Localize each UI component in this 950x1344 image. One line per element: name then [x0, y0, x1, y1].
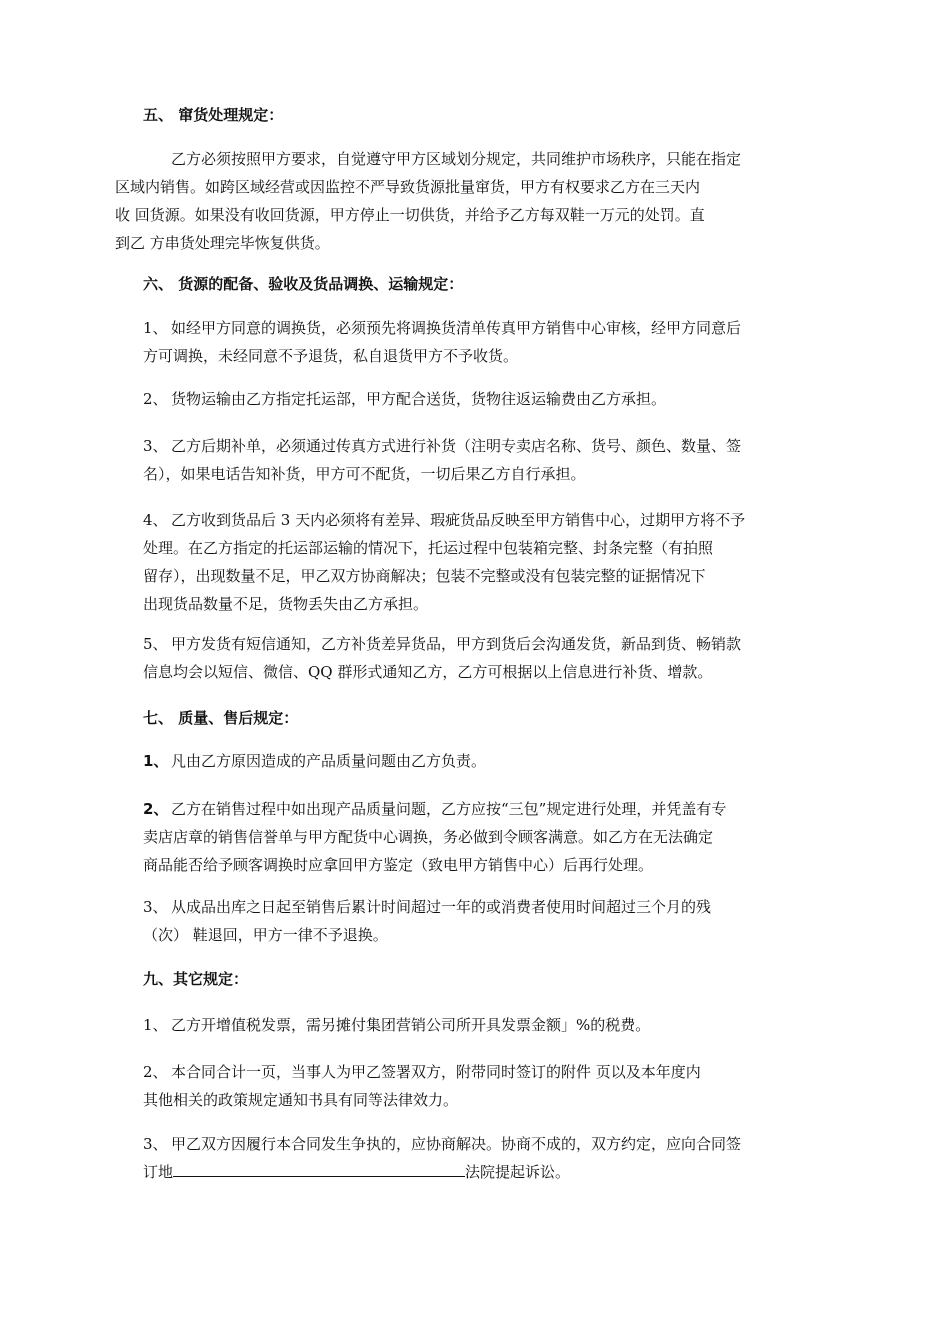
item-line: 甲乙双方因履行本合同发生争执的，应协商解决。协商不成的，双方约定，应向合同签: [171, 1135, 742, 1153]
item-line: 名），如果电话告知补货，甲方可不配货，一切后果乙方自行承担。: [143, 465, 586, 483]
paragraph-line: 到乙 方串货处理完毕恢复供货。: [115, 234, 330, 252]
section-6-heading: 六、 货源的配备、验收及货品调换、运输规定：: [143, 275, 464, 293]
item-line: 本合同合计一页，当事人为甲乙签署双方，附带同时签订的附件 页以及本年度内: [171, 1063, 701, 1081]
item-number: 3、: [143, 437, 168, 455]
item-line: 如经甲方同意的调换货，必须预先将调换货清单传真甲方销售中心审核，经甲方同意后: [171, 319, 742, 337]
item-number: 2、: [143, 1063, 168, 1081]
paragraph-line: 乙方必须按照甲方要求，自觉遵守甲方区域划分规定，共同维护市场秩序，只能在指定: [171, 150, 742, 168]
section-6-item-5: [143, 630, 861, 686]
section-9-item-3: [143, 1130, 861, 1186]
section-5-heading: 五、 窜货处理规定：: [143, 106, 284, 124]
item-line: 处理。在乙方指定的托运部运输的情况下，托运过程中包装箱完整、封条完整（有拍照: [143, 539, 714, 557]
section-6-item-3: [143, 432, 861, 488]
section-5-paragraph: [115, 145, 833, 257]
item-line: 方可调换，未经同意不予退货，私自退货甲方不予收货。: [143, 347, 519, 365]
item-line: 乙方收到货品后 3 天内必须将有差异、瑕疵货品反映至甲方销售中心，过期甲方将不予: [171, 511, 746, 529]
section-7-item-2: [143, 795, 861, 879]
item-line: （次） 鞋退回，甲方一律不予退换。: [143, 926, 388, 944]
item-line: 甲方发货有短信通知，乙方补货差异货品，甲方到货后会沟通发货，新品到货、畅销款: [171, 635, 742, 653]
section-7-item-1: [143, 747, 861, 775]
item-line: 乙方后期补单，必须通过传真方式进行补货（注明专卖店名称、货号、颜色、数量、签: [171, 437, 742, 455]
section-7-item-3: [143, 893, 861, 949]
item-number: 2、: [143, 800, 169, 818]
item-number: 2、: [143, 390, 168, 408]
section-6-item-2: [143, 385, 861, 413]
item-line: 其他相关的政策规定通知书具有同等法律效力。: [143, 1091, 459, 1109]
section-9-item-1: [143, 1011, 861, 1039]
court-suffix-text: 法院提起诉讼。: [465, 1163, 571, 1181]
item-line: 商品能否给予顾客调换时应拿回甲方鉴定（致电甲方销售中心）后再行处理。: [143, 856, 654, 874]
item-line: 从成品出库之日起至销售后累计时间超过一年的或消费者使用时间超过三个月的残: [171, 898, 712, 916]
item-number: 3、: [143, 1135, 168, 1153]
item-line: 卖店店章的销售信誉单与甲方配货中心调换，务必做到令顾客满意。如乙方在无法确定: [143, 828, 714, 846]
item-line: 乙方开增值税发票，需另摊付集团营销公司所开具发票金额」%的税费。: [171, 1016, 651, 1034]
paragraph-line: 区域内销售。如跨区域经营或因监控不严导致货源批量窜货，甲方有权要求乙方在三天内: [115, 178, 701, 196]
item-number: 4、: [143, 511, 168, 529]
item-line: 凡由乙方原因造成的产品质量问题由乙方负责。: [171, 752, 487, 770]
item-number: 1、: [143, 1016, 168, 1034]
item-line: [143, 1158, 861, 1186]
court-location-blank[interactable]: [173, 1159, 465, 1177]
paragraph-line: 收 回货源。如果没有收回货源，甲方停止一切供货，并给予乙方每双鞋一万元的处罚。直: [115, 206, 705, 224]
section-9-item-2: [143, 1058, 861, 1114]
item-line: 货物运输由乙方指定托运部，甲方配合送货，货物往返运输费由乙方承担。: [171, 390, 667, 408]
item-line: 留存），出现数量不足，甲乙双方协商解决；包装不完整或没有包装完整的证据情况下: [143, 567, 706, 585]
item-number: 5、: [143, 635, 168, 653]
section-6-item-1: [143, 314, 861, 370]
item-number: 1、: [143, 319, 168, 337]
item-number: 1、: [143, 752, 169, 770]
section-7-heading: 七、 质量、售后规定：: [143, 709, 299, 727]
item-line: 信息均会以短信、微信、QQ 群形式通知乙方，乙方可根据以上信息进行补货、增款。: [143, 663, 713, 681]
item-number: 3、: [143, 898, 168, 916]
section-9-heading: 九、其它规定：: [143, 970, 249, 988]
section-6-item-4: [143, 506, 861, 618]
item-line: 乙方在销售过程中如出现产品质量问题，乙方应按“三包”规定进行处理，并凭盖有专: [171, 800, 727, 818]
court-location-label: 订地: [143, 1163, 174, 1181]
item-line: 出现货品数量不足，货物丢失由乙方承担。: [143, 595, 429, 613]
